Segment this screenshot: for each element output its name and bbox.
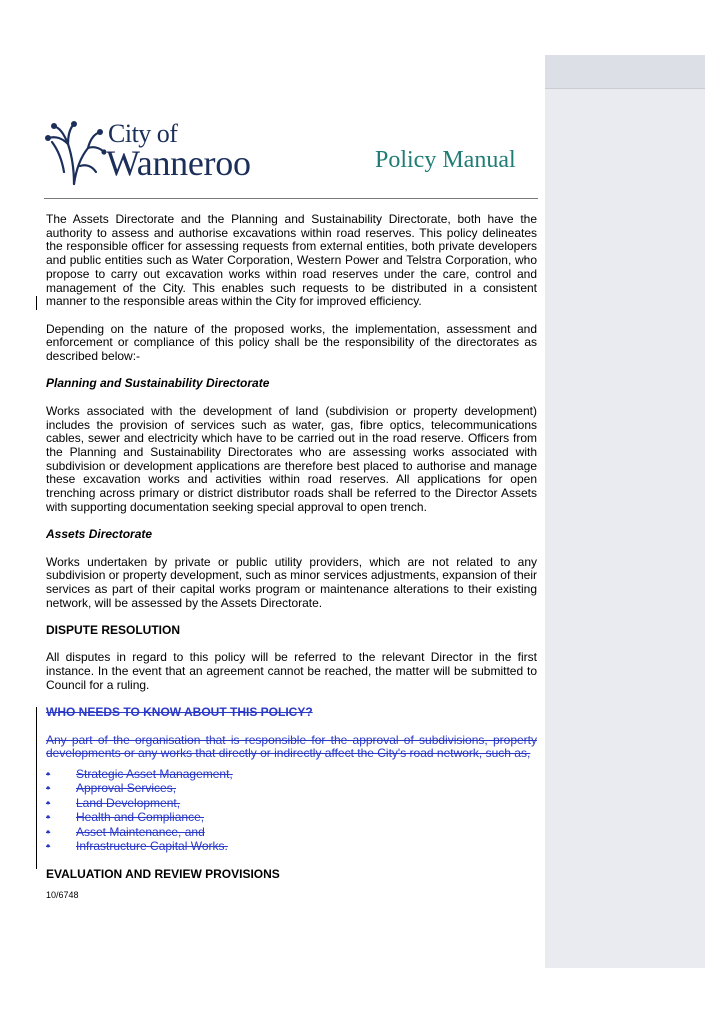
header-divider (44, 198, 538, 199)
paragraph-responsibility: Depending on the nature of the proposed works, the implementation, assessment and enforcement or compliance of this policy shall be the responsibility of the directorates as described below:- (46, 321, 537, 364)
heading-evaluation-review: EVALUATION AND REVIEW PROVISIONS (46, 866, 280, 881)
list-item: • Approval Services, (46, 781, 177, 796)
list-item: • Health and Compliance, (46, 810, 205, 825)
bullet-icon: • (46, 781, 51, 796)
list-item: • Strategic Asset Management, (46, 766, 233, 781)
change-bar (36, 707, 37, 869)
paragraph-scope: The Assets Directorate and the Planning and Sustainability Directorate, both have the authority to assess and authorise excavations within road reserves. This policy delineates the responsible officer for assessing requests from external entities, both private developers and public entities such as Water Corporation, Western Power and Telstra Corporation, who propose to carry out excavation works within road reserves under the care, control and management of the City. This enables such requests to be distributed in a consistent manner to the responsible areas within the City for improved efficiency. (46, 212, 537, 309)
bullet-icon: • (46, 839, 51, 854)
paragraph-planning: Works associated with the development of land (subdivision or property development) includes the provision of services such as water, gas, fibre optics, telecommunications cables, sewer and electricity which have to be carried out in the road reserve. Officers from the Planning and Sustainability Directorates who are assessing works associated with subdivision or development applications are therefore best placed to authorise and manage these excavation works and activities within road reserves. All applications for open trenching across primary or district distributor roads shall be referred to the Director Assets with supporting documentation seeking special approval to open trench. (46, 403, 537, 514)
document-reference: 10/6748 (46, 890, 79, 900)
list-item: • Land Development, (46, 795, 181, 810)
manual-title: Policy Manual (375, 147, 516, 173)
comment-pane (545, 55, 705, 968)
change-bar (36, 296, 37, 310)
paragraph-dispute: All disputes in regard to this policy will be referred to the relevant Director in the first instance. In the event that an agreement cannot be reached, the matter will be submitted to Council for a ruling. (46, 650, 537, 692)
department-list (46, 767, 537, 854)
logo-city-text: City of (108, 119, 178, 148)
kangaroo-paw-icon (44, 120, 106, 186)
bullet-icon: • (46, 824, 51, 839)
heading-who-needs-to-know: WHO NEEDS TO KNOW ABOUT THIS POLICY? (46, 705, 313, 720)
heading-planning-directorate: Planning and Sustainability Directorate (46, 376, 270, 391)
list-item: • Infrastructure Capital Works. (46, 839, 228, 854)
paragraph-assets: Works undertaken by private or public utility providers, which are not related to any subdivision or property development, such as minor services adjustments, expansion of their services as part of their capital works program or maintenance alterations to their existing network, will be assessed by the Assets Directorate. (46, 554, 537, 610)
list-item: • Asset Maintenance, and (46, 824, 205, 839)
paragraph-who: Any part of the organisation that is responsible for the approval of subdivisions, property developments or any works that directly or indirectly affect the City's road network, such as, (46, 732, 537, 761)
bullet-icon: • (46, 810, 51, 825)
bullet-icon: • (46, 795, 51, 810)
heading-dispute-resolution: DISPUTE RESOLUTION (46, 623, 181, 637)
comment-pane-header (545, 55, 705, 89)
document-body (46, 213, 537, 895)
logo-name-text: Wanneroo (106, 143, 251, 183)
bullet-icon: • (46, 766, 51, 781)
city-logo (44, 120, 274, 186)
heading-assets-directorate: Assets Directorate (46, 527, 153, 542)
